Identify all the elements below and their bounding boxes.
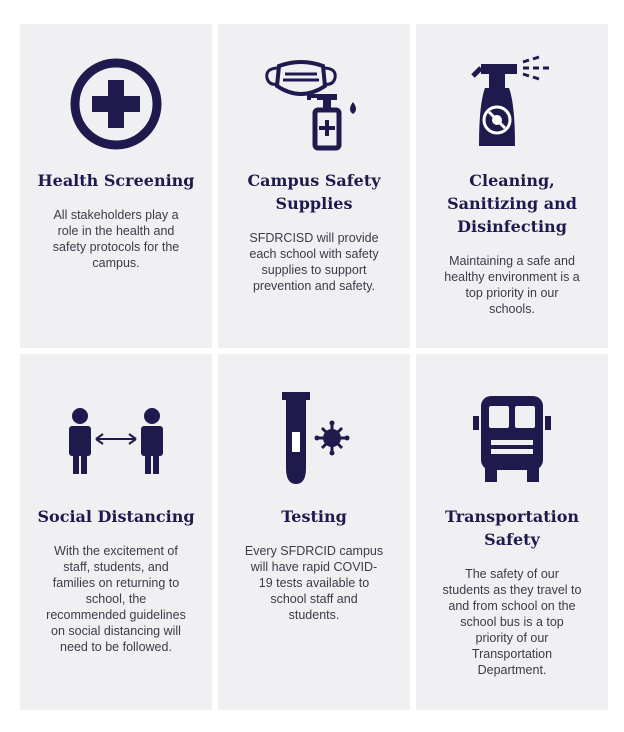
- card-campus-safety-supplies: [218, 24, 410, 348]
- card-title: Testing: [281, 507, 347, 526]
- card-description: All stakeholders play a role in the health and safety protocols for the campus.: [52, 208, 180, 270]
- card-health-screening: [20, 24, 212, 348]
- mask-sanitizer-icon: [218, 56, 410, 154]
- card-title: Transportation Safety: [445, 507, 579, 549]
- spray-bottle-icon: [416, 54, 608, 150]
- card-title: Health Screening: [37, 171, 195, 190]
- card-title: Campus Safety Supplies: [247, 171, 381, 213]
- medical-cross-icon: [20, 58, 212, 150]
- card-description: Maintaining a safe and healthy environment is a top priority in our schools.: [444, 254, 580, 316]
- social-distance-icon: [20, 406, 212, 476]
- card-testing: [218, 354, 410, 710]
- card-description: The safety of our students as they travel to and from school on the school bus is a top priority of our Transportation Department.: [442, 567, 582, 677]
- card-transportation-safety: [416, 354, 608, 710]
- card-title: Social Distancing: [37, 507, 195, 526]
- school-bus-icon: [416, 392, 608, 484]
- card-title: Cleaning, Sanitizing and Disinfecting: [447, 171, 577, 236]
- card-description: SFDRCISD will provide each school with safety supplies to support prevention and safety.: [249, 231, 379, 293]
- card-description: Every SFDRCID campus will have rapid COVID-19 tests available to school staff and students.: [244, 544, 384, 622]
- card-description: With the excitement of staff, students, and families on returning to school, the recommended guidelines on social distancing will need to be followed.: [46, 544, 186, 654]
- test-tube-virus-icon: [218, 390, 410, 486]
- card-social-distancing: [20, 354, 212, 710]
- card-cleaning: [416, 24, 608, 348]
